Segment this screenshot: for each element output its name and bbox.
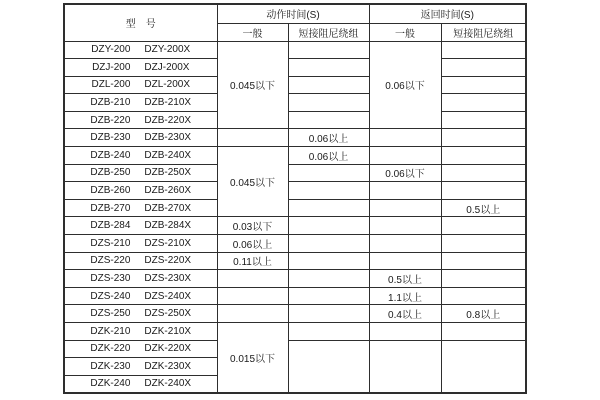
action-general-cell: 0.11以上 <box>217 252 288 270</box>
model-x-variant: DZK-230X <box>144 360 192 372</box>
table-row <box>64 164 526 182</box>
model-base: DZK-220 <box>90 343 131 355</box>
model-x-variant: DZB-240X <box>144 149 192 161</box>
return-damping-cell <box>441 164 526 182</box>
return-damping-cell <box>441 270 526 288</box>
return-general-cell: 0.06以下 <box>369 164 441 182</box>
model-x-variant: DZJ-200X <box>144 61 190 73</box>
model-base: DZK-240 <box>90 378 131 390</box>
action-damping-cell <box>288 217 369 235</box>
action-general-cell <box>217 305 288 323</box>
model-base: DZB-260 <box>90 185 131 197</box>
table-row <box>64 76 526 94</box>
return-damping-cell <box>441 340 526 393</box>
table-row <box>64 147 526 165</box>
table-row <box>64 323 526 341</box>
model-x-variant: DZS-210X <box>144 237 192 249</box>
model-cell <box>64 270 217 288</box>
table-row <box>64 270 526 288</box>
model-cell <box>64 375 217 393</box>
model-base: DZB-284 <box>90 220 131 232</box>
action-damping-cell <box>288 323 369 341</box>
table-row <box>64 41 526 59</box>
model-x-variant: DZB-230X <box>144 132 192 144</box>
action-damping-cell: 0.06以上 <box>288 129 369 147</box>
model-x-variant: DZL-200X <box>144 79 190 91</box>
action-damping-cell <box>288 235 369 253</box>
action-general-cell: 0.03以下 <box>217 217 288 235</box>
return-general-cell <box>369 182 441 200</box>
header-model: 型 号 <box>64 4 217 41</box>
return-damping-cell <box>441 235 526 253</box>
return-general-cell: 1.1以上 <box>369 287 441 305</box>
action-general-cell: 0.045以下 <box>217 147 288 217</box>
model-cell <box>64 235 217 253</box>
action-damping-cell <box>288 199 369 217</box>
header-return-short-damping: 短接阻尼绕组 <box>441 23 526 41</box>
action-general-cell <box>217 129 288 147</box>
return-damping-cell <box>441 129 526 147</box>
action-damping-cell <box>288 305 369 323</box>
return-damping-cell <box>441 217 526 235</box>
action-damping-cell <box>288 252 369 270</box>
action-general-cell <box>217 287 288 305</box>
return-damping-cell <box>441 323 526 341</box>
header-action-time: 动作时间(S) <box>217 4 369 23</box>
table-row <box>64 305 526 323</box>
model-x-variant: DZB-284X <box>144 220 192 232</box>
model-cell <box>64 358 217 376</box>
model-base: DZJ-200 <box>92 61 131 73</box>
table-row <box>64 94 526 112</box>
model-cell <box>64 147 217 165</box>
action-damping-cell <box>288 59 369 77</box>
return-damping-cell: 0.5以上 <box>441 199 526 217</box>
table-row <box>64 182 526 200</box>
model-base: DZS-220 <box>90 255 131 267</box>
header-action-general: 一般 <box>217 23 288 41</box>
action-general-cell: 0.06以上 <box>217 235 288 253</box>
model-cell <box>64 182 217 200</box>
return-damping-cell <box>441 147 526 165</box>
model-base: DZY-200 <box>91 44 131 56</box>
model-base: DZB-240 <box>90 149 131 161</box>
model-x-variant: DZB-210X <box>144 97 192 109</box>
model-x-variant: DZK-220X <box>144 343 192 355</box>
return-general-cell <box>369 235 441 253</box>
return-damping-cell <box>441 287 526 305</box>
model-base: DZK-210 <box>90 325 131 337</box>
model-cell <box>64 129 217 147</box>
return-general-cell: 0.5以上 <box>369 270 441 288</box>
model-base: DZS-230 <box>90 273 131 285</box>
action-general-cell: 0.015以下 <box>217 323 288 393</box>
return-damping-cell <box>441 111 526 129</box>
model-cell <box>64 59 217 77</box>
model-cell <box>64 111 217 129</box>
table-row <box>64 235 526 253</box>
return-damping-cell <box>441 182 526 200</box>
table-row <box>64 287 526 305</box>
model-x-variant: DZS-220X <box>144 255 192 267</box>
table-row <box>64 129 526 147</box>
action-damping-cell <box>288 340 369 393</box>
model-base: DZS-240 <box>90 290 131 302</box>
model-cell <box>64 164 217 182</box>
table-row <box>64 111 526 129</box>
model-cell <box>64 76 217 94</box>
table-row <box>64 252 526 270</box>
model-base: DZB-220 <box>90 114 131 126</box>
model-x-variant: DZB-270X <box>144 202 192 214</box>
return-general-cell <box>369 252 441 270</box>
model-base: DZB-210 <box>90 97 131 109</box>
model-base: DZL-200 <box>91 79 131 91</box>
action-general-cell: 0.045以下 <box>217 41 288 129</box>
table-row <box>64 59 526 77</box>
return-damping-cell: 0.8以上 <box>441 305 526 323</box>
action-damping-cell: 0.06以上 <box>288 147 369 165</box>
model-base: DZB-230 <box>90 132 131 144</box>
return-damping-cell <box>441 41 526 59</box>
model-cell <box>64 323 217 341</box>
action-damping-cell <box>288 76 369 94</box>
model-x-variant: DZS-230X <box>144 273 192 285</box>
return-damping-cell <box>441 94 526 112</box>
action-damping-cell <box>288 270 369 288</box>
return-general-cell <box>369 217 441 235</box>
return-general-cell <box>369 340 441 393</box>
header-return-general: 一般 <box>369 23 441 41</box>
model-cell <box>64 217 217 235</box>
return-general-cell: 0.4以上 <box>369 305 441 323</box>
return-general-cell <box>369 147 441 165</box>
action-damping-cell <box>288 287 369 305</box>
model-cell <box>64 94 217 112</box>
relay-time-spec-table-wrap <box>63 3 527 394</box>
model-x-variant: DZS-240X <box>144 290 192 302</box>
action-damping-cell <box>288 94 369 112</box>
model-base: DZS-250 <box>90 308 131 320</box>
model-cell <box>64 340 217 358</box>
relay-time-spec-table <box>63 3 527 394</box>
model-cell <box>64 199 217 217</box>
return-general-cell <box>369 129 441 147</box>
action-general-cell <box>217 270 288 288</box>
model-x-variant: DZY-200X <box>144 44 191 56</box>
return-damping-cell <box>441 59 526 77</box>
model-cell <box>64 252 217 270</box>
table-row <box>64 217 526 235</box>
model-x-variant: DZB-250X <box>144 167 192 179</box>
return-general-cell <box>369 323 441 341</box>
header-action-short-damping: 短接阻尼绕组 <box>288 23 369 41</box>
model-x-variant: DZS-250X <box>144 308 192 320</box>
action-damping-cell <box>288 182 369 200</box>
model-base: DZS-210 <box>90 237 131 249</box>
model-x-variant: DZB-260X <box>144 185 192 197</box>
action-damping-cell <box>288 41 369 59</box>
return-damping-cell <box>441 252 526 270</box>
model-base: DZB-270 <box>90 202 131 214</box>
model-cell <box>64 305 217 323</box>
model-x-variant: DZK-210X <box>144 325 192 337</box>
action-damping-cell <box>288 111 369 129</box>
return-general-cell <box>369 199 441 217</box>
model-x-variant: DZK-240X <box>144 378 192 390</box>
table-row <box>64 340 526 358</box>
model-base: DZK-230 <box>90 360 131 372</box>
return-damping-cell <box>441 76 526 94</box>
model-x-variant: DZB-220X <box>144 114 192 126</box>
header-return-time: 返回时间(S) <box>369 4 526 23</box>
action-damping-cell <box>288 164 369 182</box>
model-cell <box>64 41 217 59</box>
model-base: DZB-250 <box>90 167 131 179</box>
return-general-cell: 0.06以下 <box>369 41 441 129</box>
model-cell <box>64 287 217 305</box>
table-row <box>64 199 526 217</box>
